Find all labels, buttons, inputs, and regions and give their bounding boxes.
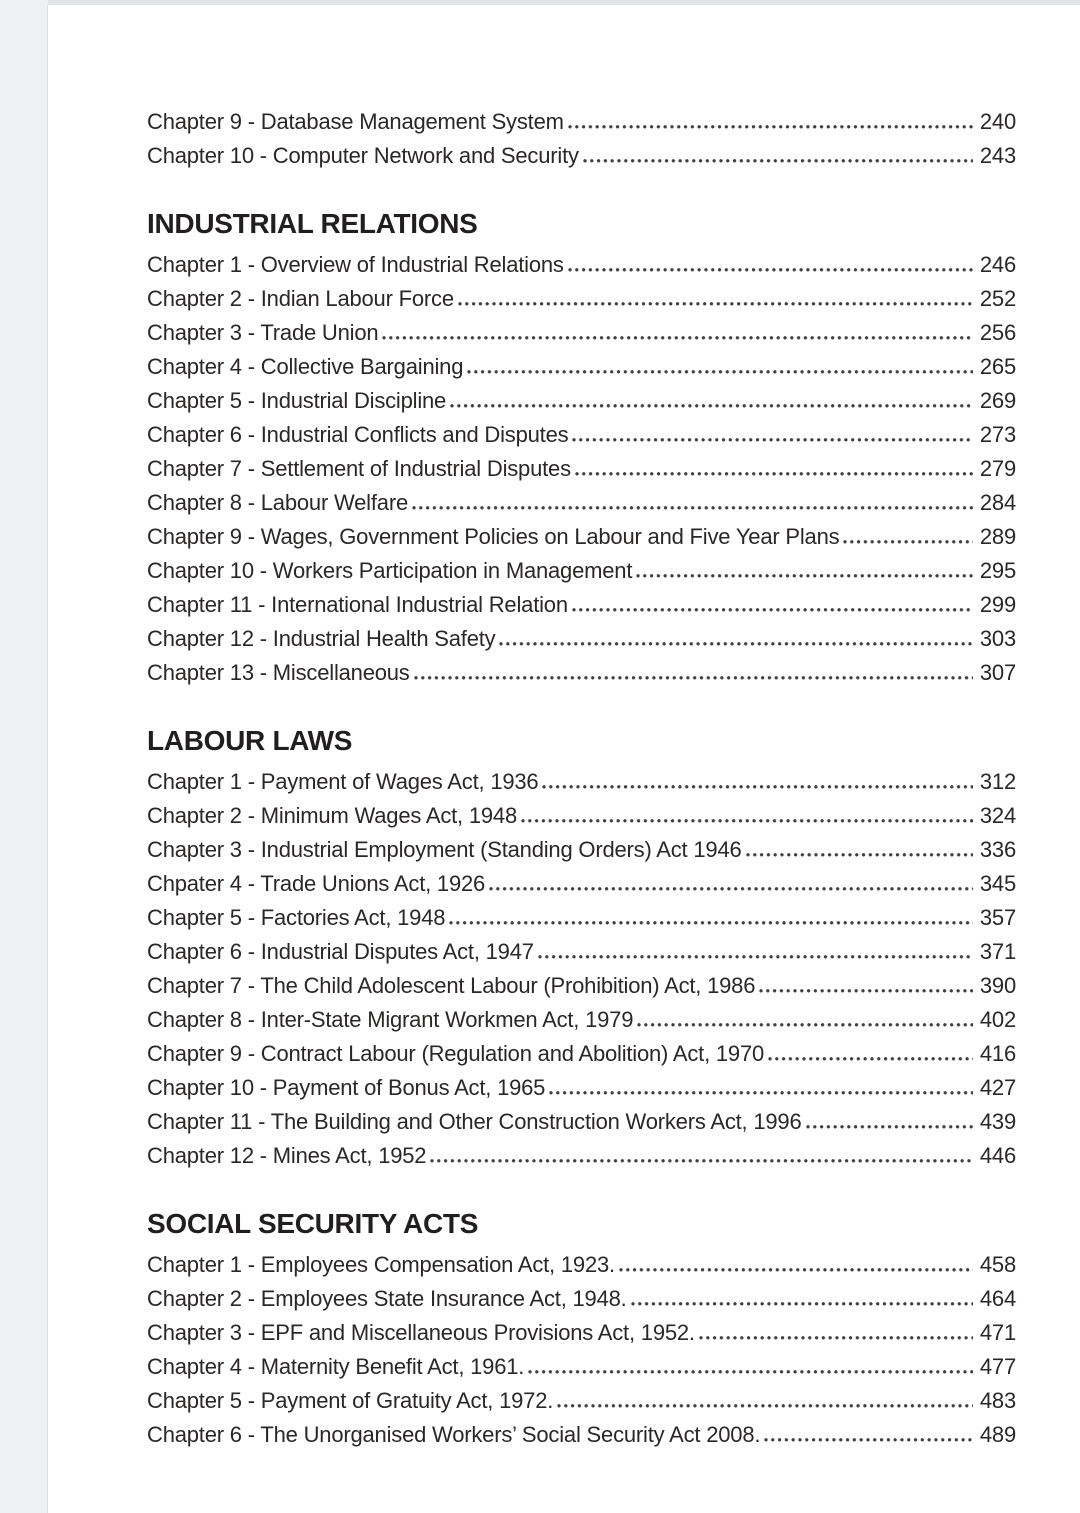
toc-entry — [147, 1139, 1016, 1173]
toc-dot-leader — [764, 1438, 973, 1442]
toc-entry-title: Chapter 8 - Labour Welfare — [147, 490, 408, 515]
toc-entry-title: Chapter 10 - Computer Network and Security — [147, 143, 579, 168]
toc-dot-leader — [458, 302, 973, 306]
toc-page-number: 252 — [979, 286, 1016, 311]
toc-dot-leader — [568, 125, 973, 129]
toc-entry — [147, 350, 1016, 384]
toc-entry — [147, 1316, 1016, 1350]
toc-entry-title: Chapter 3 - Industrial Employment (Standing Orders) Act 1946 — [147, 837, 742, 862]
toc-page-number: 477 — [979, 1354, 1016, 1379]
toc-entry — [147, 1282, 1016, 1316]
toc-dot-leader — [414, 676, 973, 680]
toc-entry-title: Chapter 4 - Maternity Benefit Act, 1961. — [147, 1354, 525, 1379]
toc-entry-title: Chapter 1 - Employees Compensation Act, 1923. — [147, 1252, 615, 1277]
toc-entry — [147, 1071, 1016, 1105]
toc-page-number: 246 — [979, 252, 1016, 277]
toc-page-number: 256 — [979, 320, 1016, 345]
toc-entry — [147, 418, 1016, 452]
toc-entry — [147, 1248, 1016, 1282]
toc-dot-leader — [572, 438, 972, 442]
toc-dot-leader — [583, 159, 973, 163]
toc-entry-title: Chapter 9 - Contract Labour (Regulation and Abolition) Act, 1970 — [147, 1041, 765, 1066]
toc-page-number: 471 — [979, 1320, 1016, 1345]
toc-entry-title: Chapter 3 - EPF and Miscellaneous Provisions Act, 1952. — [147, 1320, 695, 1345]
toc-page-number: 483 — [979, 1388, 1016, 1413]
toc-entry-title: Chapter 6 - Industrial Disputes Act, 1947 — [147, 939, 534, 964]
toc-entry-title: Chapter 11 - The Building and Other Construction Workers Act, 1996 — [147, 1109, 802, 1134]
toc-entry-title: Chapter 4 - Collective Bargaining — [147, 354, 464, 379]
toc-page-number: 240 — [979, 109, 1016, 134]
toc-dot-leader — [467, 370, 973, 374]
toc-entry — [147, 867, 1016, 901]
toc-entry-title: Chapter 12 - Mines Act, 1952 — [147, 1143, 427, 1168]
toc-dot-leader — [768, 1057, 973, 1061]
toc-dot-leader — [806, 1125, 973, 1129]
toc-entry-title: Chpater 4 - Trade Unions Act, 1926 — [147, 871, 486, 896]
toc-page-number: 289 — [979, 524, 1016, 549]
toc-dot-leader — [746, 853, 973, 857]
toc-dot-leader — [843, 540, 972, 544]
toc-entry — [147, 1384, 1016, 1418]
toc-entry-title: Chapter 10 - Payment of Bonus Act, 1965 — [147, 1075, 546, 1100]
toc-page-number: 446 — [979, 1143, 1016, 1168]
toc-page-number: 269 — [979, 388, 1016, 413]
toc-entry — [147, 1003, 1016, 1037]
toc-page-number: 464 — [979, 1286, 1016, 1311]
toc-page-number: 299 — [979, 592, 1016, 617]
toc-entry — [147, 969, 1016, 1003]
table-of-contents — [48, 5, 1080, 1452]
toc-dot-leader — [636, 574, 973, 578]
toc-entry-title: Chapter 6 - The Unorganised Workers’ Social Security Act 2008. — [147, 1422, 761, 1447]
toc-section-heading: INDUSTRIAL RELATIONS — [147, 208, 478, 239]
toc-dot-leader — [759, 989, 973, 993]
toc-page-number: 284 — [979, 490, 1016, 515]
toc-entry — [147, 139, 1016, 173]
toc-entry — [147, 486, 1016, 520]
toc-page-number: 273 — [979, 422, 1016, 447]
toc-page-number: 279 — [979, 456, 1016, 481]
toc-page-number: 243 — [979, 143, 1016, 168]
toc-entry-title: Chapter 5 - Industrial Discipline — [147, 388, 447, 413]
toc-dot-leader — [499, 642, 972, 646]
toc-entry-title: Chapter 7 - Settlement of Industrial Disputes — [147, 456, 571, 481]
toc-entry — [147, 554, 1016, 588]
toc-entry — [147, 901, 1016, 935]
toc-dot-leader — [382, 336, 972, 340]
toc-entry — [147, 384, 1016, 418]
toc-dot-leader — [430, 1159, 973, 1163]
toc-entry — [147, 520, 1016, 554]
toc-entry-title: Chapter 5 - Payment of Gratuity Act, 1972. — [147, 1388, 554, 1413]
toc-entry — [147, 765, 1016, 799]
toc-entry — [147, 799, 1016, 833]
toc-page-number: 489 — [979, 1422, 1016, 1447]
toc-entry-title: Chapter 1 - Overview of Industrial Relations — [147, 252, 564, 277]
toc-page-number: 336 — [979, 837, 1016, 862]
toc-page-number: 312 — [979, 769, 1016, 794]
toc-entry — [147, 248, 1016, 282]
toc-entry-title: Chapter 8 - Inter-State Migrant Workmen Act, 1979 — [147, 1007, 634, 1032]
toc-entry — [147, 1037, 1016, 1071]
toc-entry — [147, 1418, 1016, 1452]
toc-entry-title: Chapter 5 - Factories Act, 1948 — [147, 905, 446, 930]
toc-page-number: 303 — [979, 626, 1016, 651]
toc-dot-leader — [637, 1023, 973, 1027]
toc-entry — [147, 656, 1016, 690]
toc-entry — [147, 833, 1016, 867]
toc-entry-title: Chapter 10 - Workers Participation in Management — [147, 558, 633, 583]
toc-entry-title: Chapter 12 - Industrial Health Safety — [147, 626, 496, 651]
toc-entry — [147, 105, 1016, 139]
toc-entry-title: Chapter 2 - Indian Labour Force — [147, 286, 454, 311]
toc-entry — [147, 282, 1016, 316]
toc-dot-leader — [568, 268, 973, 272]
toc-dot-leader — [412, 506, 973, 510]
toc-entry-title: Chapter 9 - Database Management System — [147, 109, 564, 134]
toc-dot-leader — [450, 404, 973, 408]
toc-entry — [147, 935, 1016, 969]
toc-entry-title: Chapter 7 - The Child Adolescent Labour (Prohibition) Act, 1986 — [147, 973, 756, 998]
toc-page-number: 345 — [979, 871, 1016, 896]
toc-dot-leader — [449, 921, 973, 925]
toc-dot-leader — [521, 819, 973, 823]
toc-page-number: 295 — [979, 558, 1016, 583]
toc-dot-leader — [699, 1336, 973, 1340]
toc-dot-leader — [528, 1370, 973, 1374]
toc-page-number: 371 — [979, 939, 1016, 964]
toc-page-number: 458 — [979, 1252, 1016, 1277]
toc-dot-leader — [489, 887, 973, 891]
toc-page-number: 307 — [979, 660, 1016, 685]
toc-entry — [147, 316, 1016, 350]
toc-page-number: 324 — [979, 803, 1016, 828]
toc-dot-leader — [619, 1268, 973, 1272]
toc-page-number: 357 — [979, 905, 1016, 930]
document-page — [48, 5, 1080, 1513]
toc-dot-leader — [572, 608, 973, 612]
toc-entry-title: Chapter 3 - Trade Union — [147, 320, 379, 345]
toc-dot-leader — [557, 1404, 973, 1408]
toc-dot-leader — [575, 472, 973, 476]
toc-dot-leader — [631, 1302, 973, 1306]
toc-page-number: 427 — [979, 1075, 1016, 1100]
toc-page-number: 402 — [979, 1007, 1016, 1032]
toc-page-number: 390 — [979, 973, 1016, 998]
toc-entry — [147, 622, 1016, 656]
toc-entry — [147, 1105, 1016, 1139]
toc-entry-title: Chapter 6 - Industrial Conflicts and Disputes — [147, 422, 569, 447]
toc-page-number: 439 — [979, 1109, 1016, 1134]
toc-entry-title: Chapter 11 - International Industrial Relation — [147, 592, 568, 617]
toc-entry — [147, 1350, 1016, 1384]
toc-page-number: 416 — [979, 1041, 1016, 1066]
toc-dot-leader — [538, 955, 973, 959]
toc-entry-title: Chapter 9 - Wages, Government Policies on Labour and Five Year Plans — [147, 524, 840, 549]
toc-section-heading: LABOUR LAWS — [147, 725, 353, 756]
toc-dot-leader — [542, 785, 972, 789]
toc-section-heading: SOCIAL SECURITY ACTS — [147, 1208, 479, 1239]
toc-entry — [147, 452, 1016, 486]
toc-entry-title: Chapter 2 - Employees State Insurance Act, 1948. — [147, 1286, 627, 1311]
toc-page-number: 265 — [979, 354, 1016, 379]
toc-entry-title: Chapter 13 - Miscellaneous — [147, 660, 410, 685]
toc-dot-leader — [549, 1091, 973, 1095]
toc-entry — [147, 588, 1016, 622]
toc-entry-title: Chapter 1 - Payment of Wages Act, 1936 — [147, 769, 539, 794]
toc-entry-title: Chapter 2 - Minimum Wages Act, 1948 — [147, 803, 518, 828]
